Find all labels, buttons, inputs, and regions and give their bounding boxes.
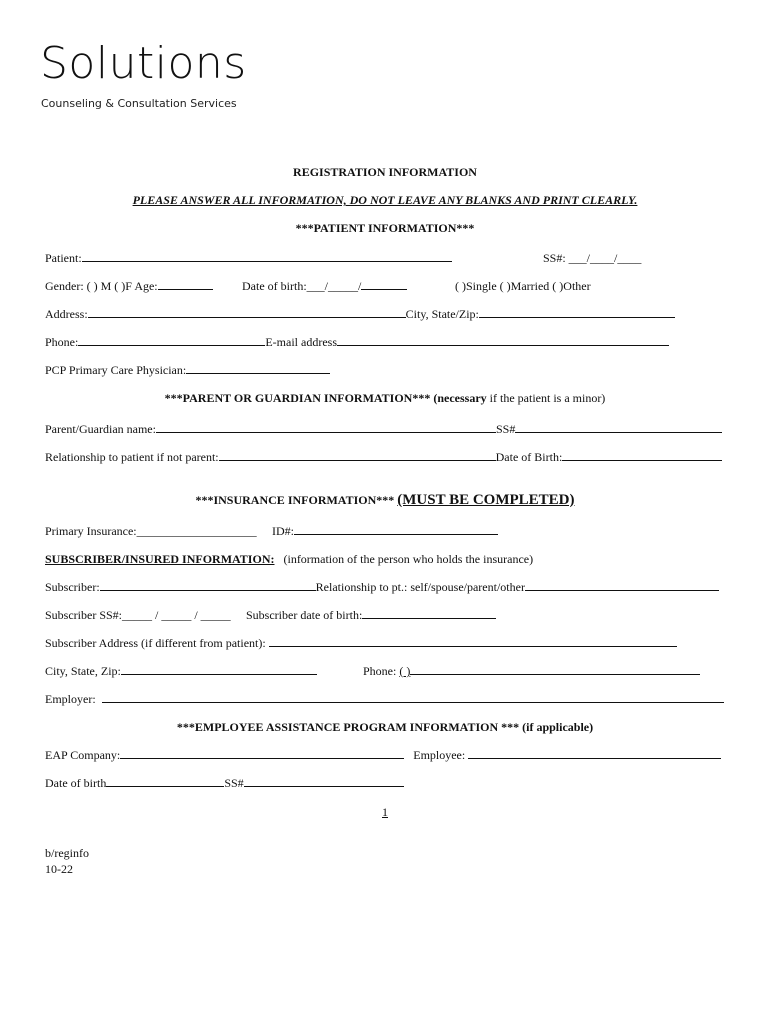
page-number: 1 xyxy=(382,805,388,819)
subscriber-note: (information of the person who holds the insurance) xyxy=(283,552,534,566)
guardian-dob-label: Date of Birth: xyxy=(495,450,563,464)
email-field[interactable] xyxy=(337,334,669,346)
subscriber-phone-row xyxy=(363,663,700,679)
subscriber-phone-label: Phone: xyxy=(363,664,400,678)
form-instructions: PLEASE ANSWER ALL INFORMATION, DO NOT LEAVE ANY BLANKS AND PRINT CLEARLY. xyxy=(132,193,638,207)
gender-age-row xyxy=(45,278,213,294)
subscriber-dob-label: Subscriber date of birth: xyxy=(246,608,363,622)
eap-ss-field[interactable] xyxy=(244,775,404,787)
marital-status-options[interactable]: ( )Single ( )Married ( )Other xyxy=(455,279,591,293)
dob-field[interactable] xyxy=(361,278,407,290)
guardian-heading-necessary: necessary xyxy=(437,391,487,405)
relationship-field[interactable] xyxy=(219,449,496,461)
city-state-zip-field[interactable] xyxy=(479,306,675,318)
form-code: b/reginfo xyxy=(45,846,89,860)
gender-age-label: Gender: ( ) M ( )F Age: xyxy=(45,279,158,293)
patient-name-row xyxy=(45,250,452,266)
eap-company-row xyxy=(45,747,721,763)
address-label: Address: xyxy=(45,307,88,321)
guardian-heading-suffix: if the patient is a minor) xyxy=(486,391,606,405)
subscriber-city-label: City, State, Zip: xyxy=(45,664,121,678)
patient-name-label: Patient: xyxy=(45,251,82,265)
address-row xyxy=(45,306,675,322)
insurance-must-complete: (MUST BE COMPLETED) xyxy=(397,492,575,508)
age-field[interactable] xyxy=(158,278,213,290)
guardian-name-field[interactable] xyxy=(156,421,496,433)
primary-insurance-field[interactable]: Primary Insurance:____________________ xyxy=(45,524,257,538)
subscriber-relationship-label: Relationship to pt.: self/spouse/parent/other xyxy=(315,580,525,594)
patient-ss-field[interactable]: SS#: ___/____/____ xyxy=(543,251,642,265)
city-state-zip-label: City, State/Zip: xyxy=(405,307,479,321)
guardian-section-heading xyxy=(0,390,770,406)
insurance-id-label: ID#: xyxy=(272,524,294,538)
eap-employee-label: Employee: xyxy=(413,748,466,762)
subscriber-address-label: Subscriber Address (if different from patient): xyxy=(45,636,266,650)
subscriber-label: Subscriber: xyxy=(45,580,100,594)
eap-section-heading xyxy=(0,719,770,735)
employer-row xyxy=(45,691,724,707)
eap-dob-label: Date of birth xyxy=(45,776,107,790)
logo-tagline: Counseling & Consultation Services xyxy=(41,97,237,110)
eap-ss-label: SS# xyxy=(224,776,244,790)
logo-wordmark: Solutions xyxy=(40,38,247,89)
address-field[interactable] xyxy=(88,306,406,318)
employer-field[interactable] xyxy=(102,691,724,703)
guardian-ss-field[interactable] xyxy=(515,421,722,433)
email-label: E-mail address xyxy=(265,335,337,349)
insurance-heading-prefix: ***INSURANCE INFORMATION*** xyxy=(195,493,398,507)
phone-email-row xyxy=(45,334,669,350)
subscriber-dob-field[interactable] xyxy=(362,607,496,619)
eap-heading-prefix: ***EMPLOYEE ASSISTANCE PROGRAM INFORMATION *** xyxy=(176,720,523,734)
subscriber-address-row xyxy=(45,635,677,651)
phone-field[interactable] xyxy=(78,334,265,346)
eap-dob-row xyxy=(45,775,404,791)
dob-label: Date of birth:___/_____/ xyxy=(242,279,362,293)
pcp-label: PCP Primary Care Physician: xyxy=(45,363,187,377)
primary-insurance-row xyxy=(45,523,257,539)
phone-label: Phone: xyxy=(45,335,79,349)
eap-dob-field[interactable] xyxy=(106,775,224,787)
subscriber-phone-area-code[interactable]: ( ) xyxy=(399,664,411,678)
insurance-id-row xyxy=(272,523,498,539)
guardian-heading-prefix: ***PARENT OR GUARDIAN INFORMATION*** ( xyxy=(164,391,438,405)
guardian-relationship-row xyxy=(45,449,722,465)
eap-company-field[interactable] xyxy=(120,747,404,759)
insurance-section-heading xyxy=(0,492,770,508)
relationship-label: Relationship to patient if not parent: xyxy=(45,450,219,464)
insurance-id-field[interactable] xyxy=(294,523,498,535)
guardian-name-row xyxy=(45,421,722,437)
subscriber-row xyxy=(45,579,719,595)
form-revision-date: 10-22 xyxy=(45,862,73,876)
pcp-row xyxy=(45,362,330,378)
patient-section-heading: ***PATIENT INFORMATION*** xyxy=(295,221,475,235)
guardian-ss-label: SS# xyxy=(495,422,516,436)
dob-row xyxy=(242,278,407,294)
subscriber-phone-field[interactable] xyxy=(410,663,700,675)
guardian-dob-field[interactable] xyxy=(562,449,722,461)
subscriber-city-field[interactable] xyxy=(121,663,317,675)
eap-heading-applicable: (if applicable) xyxy=(522,720,594,734)
form-title: REGISTRATION INFORMATION xyxy=(293,165,477,179)
eap-company-label: EAP Company: xyxy=(45,748,121,762)
subscriber-dob-row xyxy=(246,607,496,623)
subscriber-heading-row xyxy=(45,551,533,567)
subscriber-heading: SUBSCRIBER/INSURED INFORMATION: xyxy=(45,552,275,566)
employer-label: Employer: xyxy=(45,692,96,706)
subscriber-address-field[interactable] xyxy=(269,635,677,647)
pcp-field[interactable] xyxy=(186,362,330,374)
subscriber-field[interactable] xyxy=(100,579,316,591)
patient-name-field[interactable] xyxy=(82,250,452,262)
eap-employee-field[interactable] xyxy=(468,747,721,759)
subscriber-city-row xyxy=(45,663,317,679)
guardian-name-label: Parent/Guardian name: xyxy=(45,422,156,436)
subscriber-ss-field[interactable]: Subscriber SS#:_____ / _____ / _____ xyxy=(45,608,231,622)
subscriber-relationship-field[interactable] xyxy=(525,579,719,591)
